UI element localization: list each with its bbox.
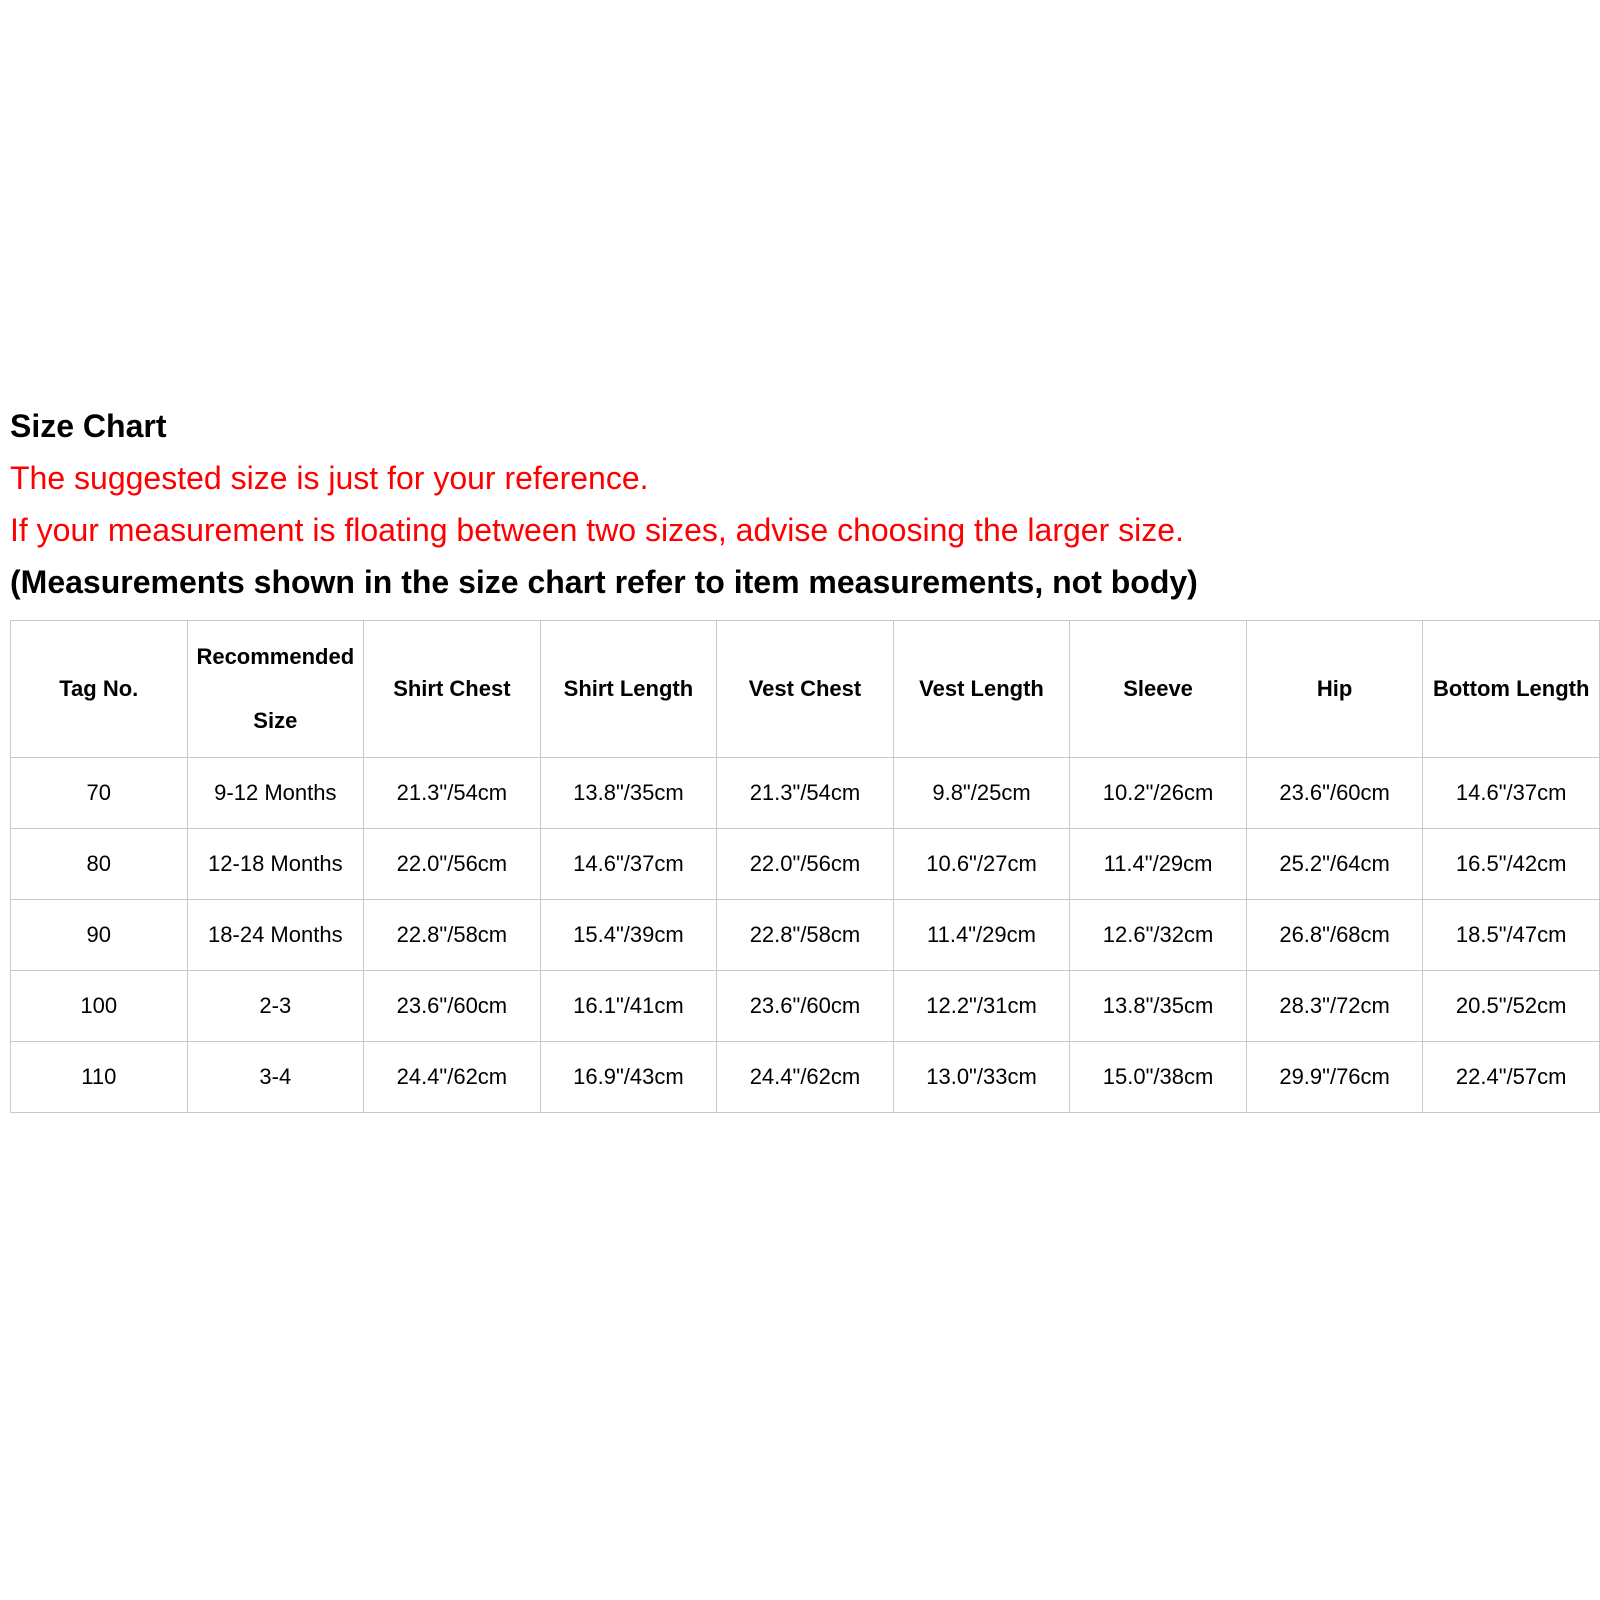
cell-sleeve: 10.2"/26cm [1070,758,1247,829]
table-row [11,758,1600,829]
cell-recommended-size: 3-4 [187,1042,364,1113]
cell-shirt-length: 16.1"/41cm [540,971,717,1042]
table-row [11,971,1600,1042]
cell-vest-length: 9.8"/25cm [893,758,1070,829]
cell-bottom-length: 20.5"/52cm [1423,971,1600,1042]
cell-recommended-size: 9-12 Months [187,758,364,829]
reference-note: The suggested size is just for your reference. [10,460,649,496]
cell-hip: 26.8"/68cm [1246,900,1423,971]
cell-tag-no: 80 [11,829,188,900]
cell-vest-chest: 22.8"/58cm [717,900,894,971]
cell-vest-chest: 21.3"/54cm [717,758,894,829]
cell-sleeve: 11.4"/29cm [1070,829,1247,900]
cell-vest-chest: 24.4"/62cm [717,1042,894,1113]
cell-hip: 25.2"/64cm [1246,829,1423,900]
cell-sleeve: 12.6"/32cm [1070,900,1247,971]
measurement-disclaimer: (Measurements shown in the size chart refer to item measurements, not body) [10,564,1198,600]
cell-hip: 23.6"/60cm [1246,758,1423,829]
cell-tag-no: 110 [11,1042,188,1113]
cell-vest-length: 11.4"/29cm [893,900,1070,971]
table-body [11,758,1600,1113]
column-header-vest-length: Vest Length [893,621,1070,758]
column-header-hip: Hip [1246,621,1423,758]
cell-shirt-length: 14.6"/37cm [540,829,717,900]
cell-recommended-size: 12-18 Months [187,829,364,900]
cell-vest-length: 10.6"/27cm [893,829,1070,900]
size-chart-header [10,400,1590,608]
table-row [11,900,1600,971]
cell-shirt-chest: 22.8"/58cm [364,900,541,971]
cell-sleeve: 13.8"/35cm [1070,971,1247,1042]
table-header-row [11,621,1600,758]
cell-hip: 29.9"/76cm [1246,1042,1423,1113]
cell-shirt-chest: 22.0"/56cm [364,829,541,900]
column-header-sleeve: Sleeve [1070,621,1247,758]
cell-vest-chest: 23.6"/60cm [717,971,894,1042]
table-row [11,1042,1600,1113]
cell-vest-chest: 22.0"/56cm [717,829,894,900]
cell-shirt-chest: 24.4"/62cm [364,1042,541,1113]
cell-shirt-length: 16.9"/43cm [540,1042,717,1113]
cell-bottom-length: 16.5"/42cm [1423,829,1600,900]
cell-tag-no: 100 [11,971,188,1042]
cell-shirt-length: 13.8"/35cm [540,758,717,829]
cell-vest-length: 12.2"/31cm [893,971,1070,1042]
cell-sleeve: 15.0"/38cm [1070,1042,1247,1113]
cell-shirt-chest: 21.3"/54cm [364,758,541,829]
size-table [10,620,1600,1113]
cell-tag-no: 70 [11,758,188,829]
page-title: Size Chart [10,408,167,444]
cell-bottom-length: 22.4"/57cm [1423,1042,1600,1113]
cell-recommended-size: 2-3 [187,971,364,1042]
column-header-tag-no: Tag No. [11,621,188,758]
table-row [11,829,1600,900]
column-header-shirt-length: Shirt Length [540,621,717,758]
column-header-vest-chest: Vest Chest [717,621,894,758]
cell-hip: 28.3"/72cm [1246,971,1423,1042]
cell-recommended-size: 18-24 Months [187,900,364,971]
sizing-advice-note: If your measurement is floating between two sizes, advise choosing the larger size. [10,512,1184,548]
column-header-bottom-length: Bottom Length [1423,621,1600,758]
column-header-label: Recommended Size [196,644,355,733]
column-header-recommended-size [187,621,364,758]
cell-bottom-length: 14.6"/37cm [1423,758,1600,829]
cell-vest-length: 13.0"/33cm [893,1042,1070,1113]
column-header-shirt-chest: Shirt Chest [364,621,541,758]
cell-shirt-length: 15.4"/39cm [540,900,717,971]
cell-tag-no: 90 [11,900,188,971]
cell-shirt-chest: 23.6"/60cm [364,971,541,1042]
cell-bottom-length: 18.5"/47cm [1423,900,1600,971]
